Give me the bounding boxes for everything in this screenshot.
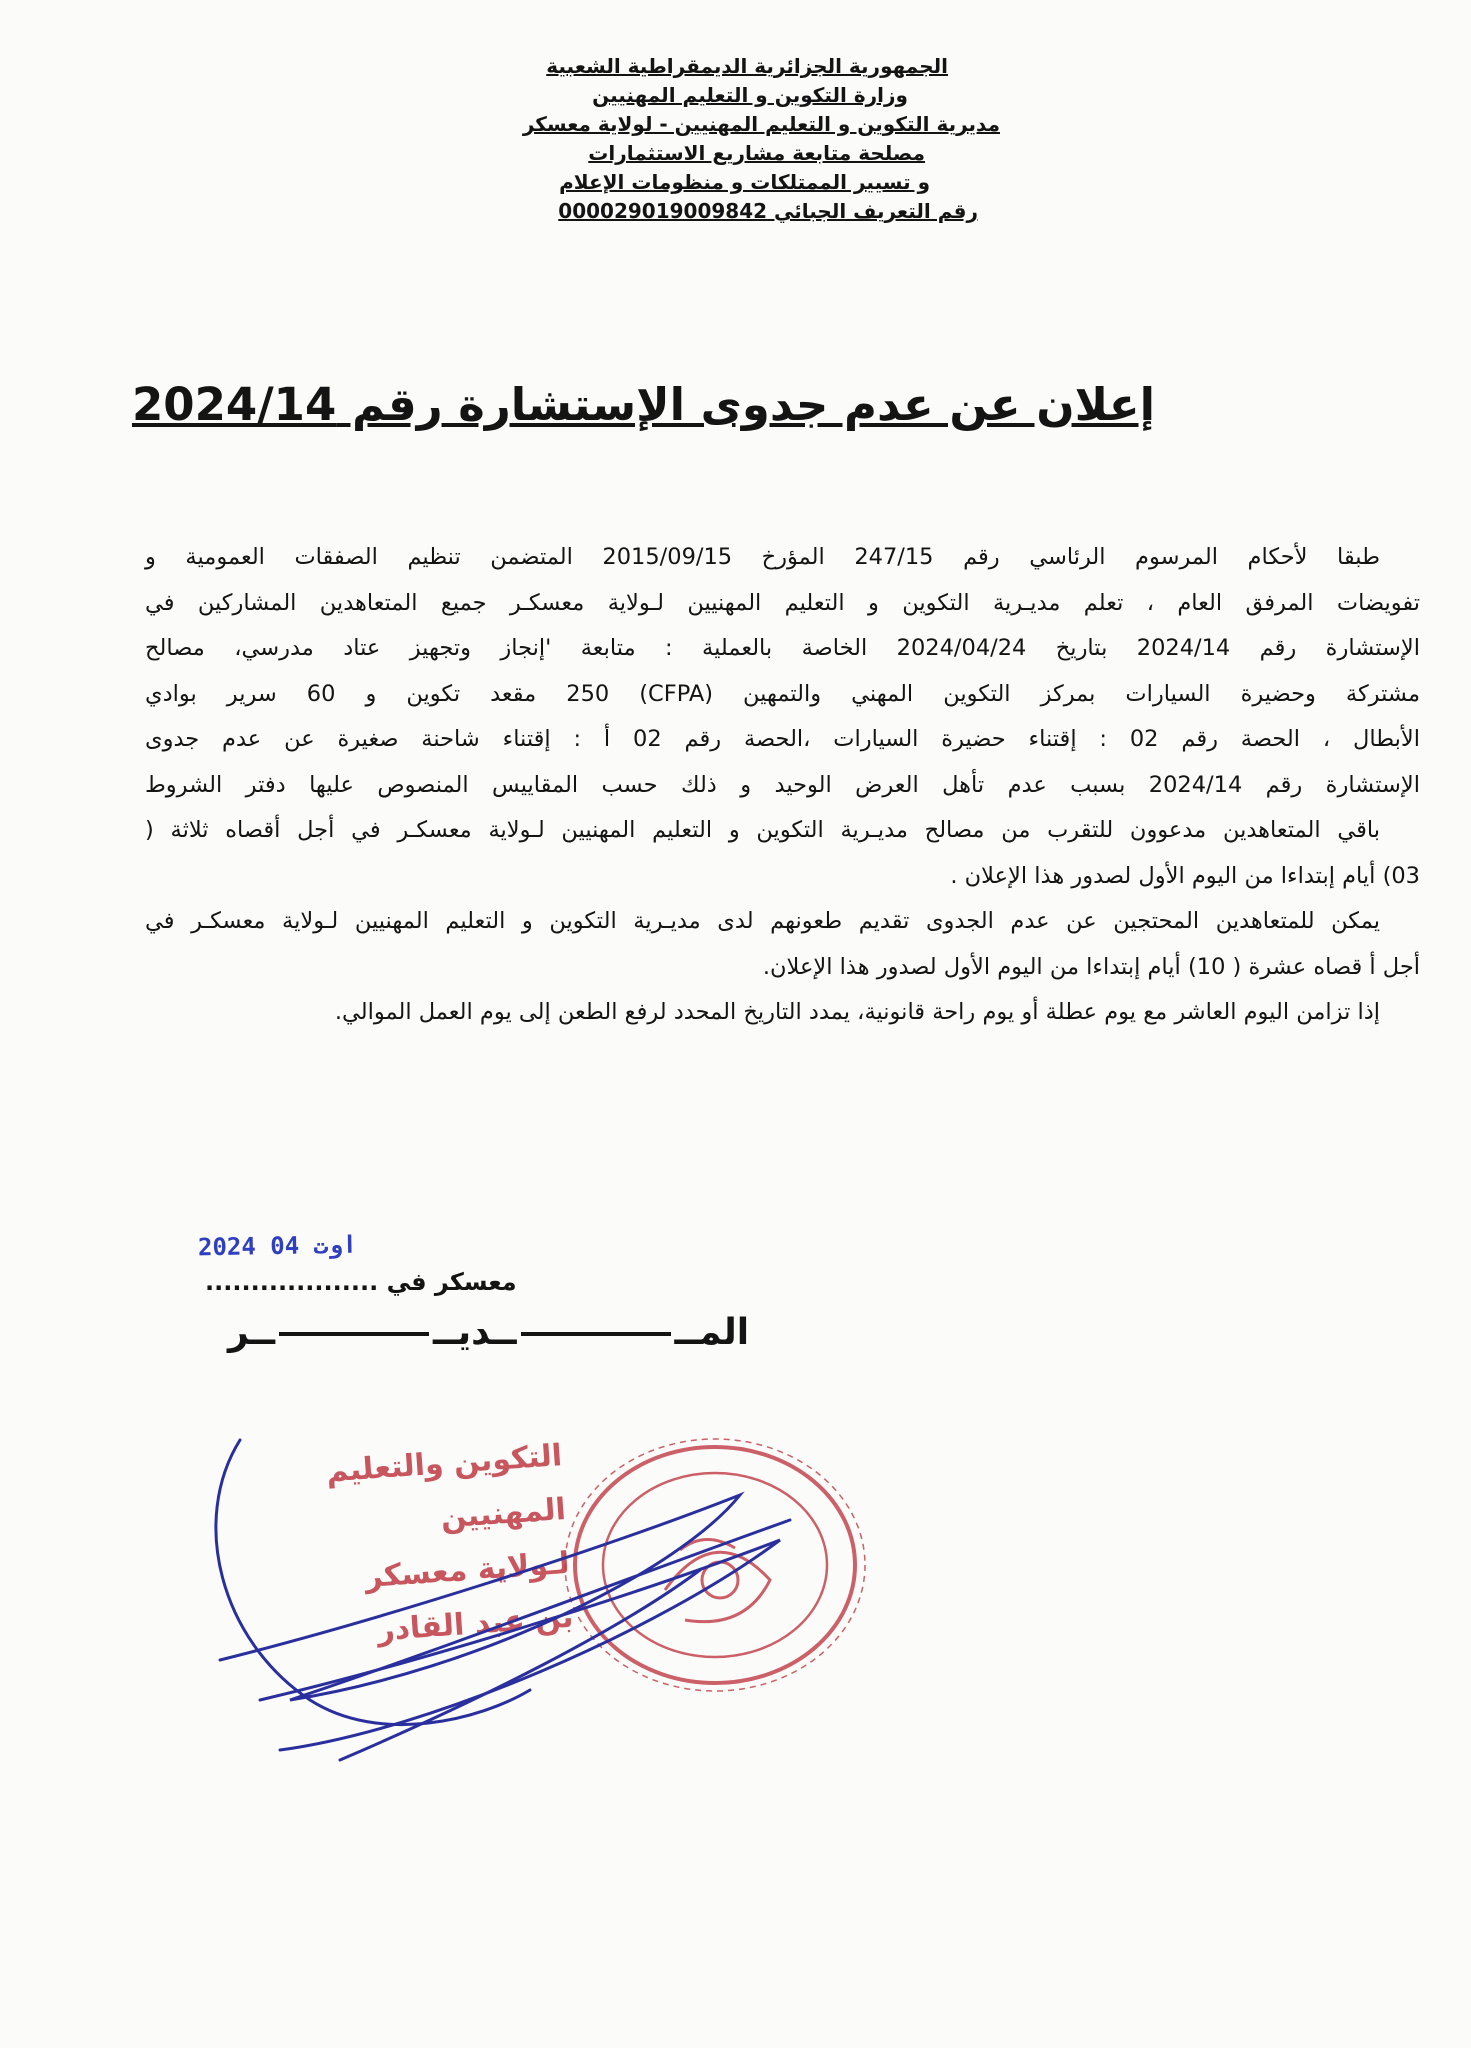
- kashida-stroke: [279, 1332, 429, 1336]
- stamp-line: لـولاية معسكر: [364, 1545, 571, 1596]
- kashida-stroke: [521, 1332, 671, 1336]
- body-line: الأبطال ، الحصة رقم 02 : إقتناء حضيرة السيارات ،الحصة رقم 02 أ : إقتناء شاحنة صغيرة عن عدم جدوى: [145, 726, 1420, 752]
- header-service-cont: و تسيير الممتلكات و منظومات الإعلام: [559, 170, 930, 194]
- announcement-body: [145, 535, 1420, 1036]
- body-line: باقي المتعاهدين مدعوون للتقرب من مصالح مديـرية التكوين و التعليم المهنيين لـولاية معسكـر في أجل أقصاه ثلاثة (: [145, 817, 1380, 843]
- body-line: طبقا لأحكام المرسوم الرئاسي رقم 247/15 المؤرخ 2015/09/15 المتضمن تنظيم الصفقات العمومية و: [145, 544, 1380, 570]
- director-signature-icon: [180, 1400, 820, 1780]
- director-title-part: ــر: [228, 1312, 276, 1353]
- stamp-line: التكوين والتعليم المهنيين: [325, 1438, 567, 1536]
- body-line: أجل أ قصاه عشرة ( 10) أيام إبتداءا من اليوم الأول لصدور هذا الإعلان.: [762, 953, 1420, 980]
- letterhead: [440, 52, 1040, 226]
- body-line: الإستشارة رقم 2024/14 بتاريخ 2024/04/24 الخاصة بالعملية : متابعة 'إنجاز وتجهيز عتاد مدرسي، مصالح: [145, 635, 1420, 661]
- signing-place: معسكر في ...................: [205, 1268, 517, 1296]
- director-title-part: ــديــ: [433, 1312, 517, 1353]
- body-line: مشتركة وحضيرة السيارات بمركز التكوين المهني والتمهين (CFPA) 250 مقعد تكوين و 60 سرير بوادي: [145, 680, 1421, 707]
- header-service: مصلحة متابعة مشاريع الاستثمارات: [588, 141, 925, 165]
- announcement-title: إعلان عن عدم جدوى الإستشارة رقم 2024/14: [131, 378, 1155, 431]
- body-line: إذا تزامن اليوم العاشر مع يوم عطلة أو يوم راحة قانونية، يمدد التاريخ المحدد لرفع الطعن إلى يوم العمل الموالي.: [334, 999, 1380, 1025]
- date-stamp: 2024 اوت 04: [197, 1230, 358, 1262]
- header-republic: الجمهورية الجزائرية الديمقراطية الشعبية: [546, 54, 948, 78]
- director-title-part: المــ: [674, 1312, 750, 1353]
- stamp-line: بن عبد القادر: [376, 1599, 575, 1649]
- body-line: يمكن للمتعاهدين المحتجين عن عدم الجدوى تقديم طعونهم لدى مديـرية التكوين و التعليم المهنيين لـولاية معسكـر في: [145, 908, 1380, 934]
- body-line: تفويضات المرفق العام ، تعلم مديـرية التكوين و التعليم المهنيين لـولاية معسكـر جميع المتعاهدين المشاركين في: [145, 589, 1420, 616]
- header-ministry: وزارة التكوين و التعليم المهنيين: [592, 83, 908, 107]
- header-directorate: مديرية التكوين و التعليم المهنيين - لولاية معسكر: [522, 112, 1000, 136]
- body-line: الإستشارة رقم 2024/14 بسبب عدم تأهل العرض الوحيد و ذلك حسب المقاييس المنصوص عليها دفتر الشروط: [145, 771, 1420, 798]
- body-line: 03) أيام إبتداءا من اليوم الأول لصدور هذا الإعلان .: [950, 862, 1420, 889]
- director-title: [228, 1312, 749, 1353]
- header-tax-id: رقم التعريف الجبائي 000029019009842: [558, 199, 978, 223]
